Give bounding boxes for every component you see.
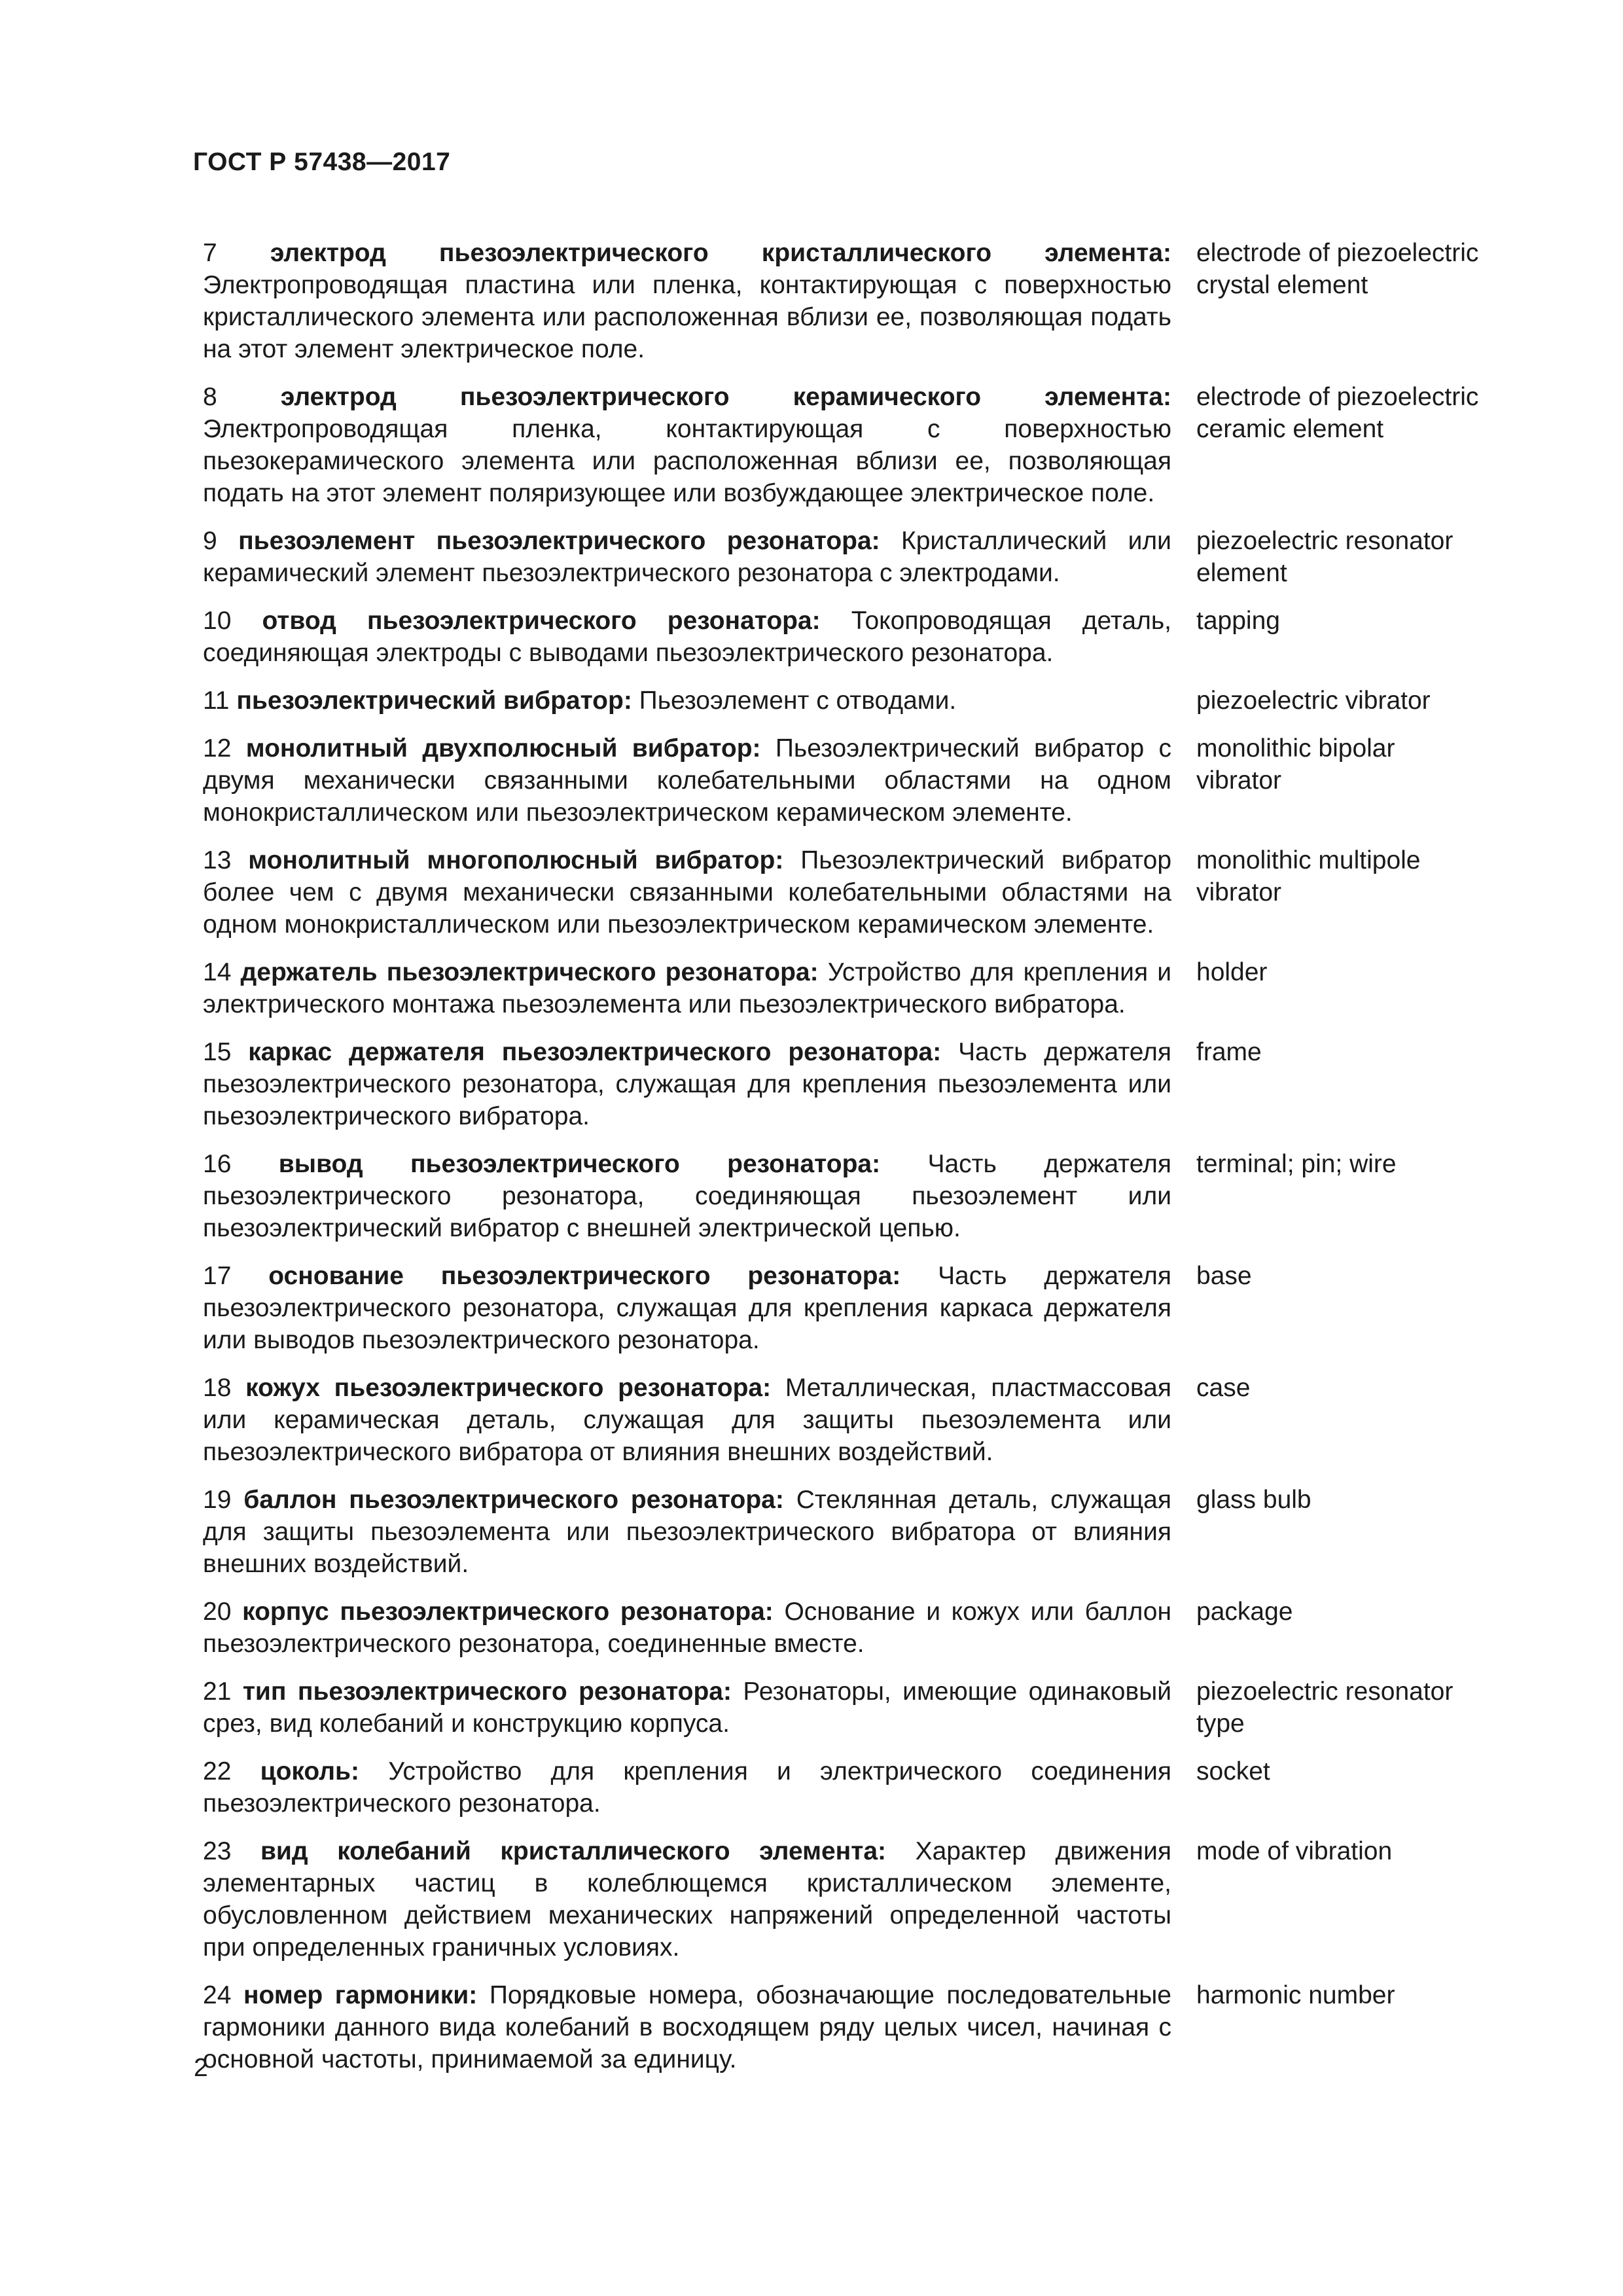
term-name: электрод пьезоэлектрического кристаллического элемента: <box>270 239 1171 267</box>
term-entry-15 <box>203 1036 1479 1132</box>
term-definition: Часть держателя пьезоэлектрического резонатора, соединяющая пьезоэлемент или пьезоэлектрический вибратор с внешней электрической цепью. <box>203 1150 1171 1242</box>
term-definition-block <box>203 1372 1194 1468</box>
term-number: 13 <box>203 846 232 874</box>
term-definition-block <box>203 1260 1194 1356</box>
term-definition-block <box>203 685 1194 717</box>
term-english: holder <box>1196 958 1268 986</box>
term-definition: Часть держателя пьезоэлектрического резонатора, служащая для крепления каркаса держателя или выводов пьезоэлектрического резонатора. <box>203 1262 1171 1354</box>
term-number: 18 <box>203 1374 232 1402</box>
term-number: 21 <box>203 1677 232 1706</box>
term-number: 15 <box>203 1038 232 1066</box>
term-name: вид колебаний кристаллического элемента: <box>260 1837 886 1865</box>
term-definition-block <box>203 844 1194 941</box>
document-code-header: ГОСТ Р 57438—2017 <box>193 148 451 176</box>
term-definition-block <box>203 1755 1194 1820</box>
term-name: пьезоэлемент пьезоэлектрического резонатора: <box>238 527 880 555</box>
term-name: отвод пьезоэлектрического резонатора: <box>262 607 821 635</box>
term-english: socket <box>1196 1757 1270 1785</box>
term-definition: Электропроводящая пленка, контактирующая с поверхностью пьезокерамического элемента или расположенная вблизи ее, позволяющая подать на этот элемент поляризующее или возбуждающее электрическое поле. <box>203 415 1171 507</box>
term-english: electrode of piezoelectric crystal element <box>1196 239 1479 299</box>
term-english: case <box>1196 1374 1251 1402</box>
term-english: piezoelectric resonator type <box>1196 1677 1454 1738</box>
term-entry-23 <box>203 1835 1479 1964</box>
term-english: glass bulb <box>1196 1486 1311 1514</box>
term-number: 16 <box>203 1150 232 1178</box>
term-name: номер гармоники: <box>243 1981 478 2009</box>
term-definition: Характер движения элементарных частиц в колеблющемся кристаллическом элементе, обусловленном действием механических напряжений определенной частоты при определенных граничных условиях. <box>203 1837 1171 1962</box>
term-definition-block <box>203 1596 1194 1660</box>
term-english: electrode of piezoelectric ceramic element <box>1196 383 1479 443</box>
term-english: base <box>1196 1262 1252 1290</box>
term-definition-block <box>203 1484 1194 1580</box>
term-entry-17 <box>203 1260 1479 1356</box>
term-number: 17 <box>203 1262 232 1290</box>
term-english: monolithic bipolar vibrator <box>1196 734 1395 795</box>
term-english: piezoelectric resonator element <box>1196 527 1454 587</box>
term-definition: Пьезоэлектрический вибратор более чем с двумя механически связанными колебательными областями на одном монокристаллическом или пьезоэлектрическом керамическом элементе. <box>203 846 1172 939</box>
term-english: harmonic number <box>1196 1981 1395 2009</box>
term-name: основание пьезоэлектрического резонатора: <box>268 1262 901 1290</box>
term-name: электрод пьезоэлектрического керамического элемента: <box>280 383 1171 411</box>
term-definition: Устройство для крепления и электрического соединения пьезоэлектрического резонатора. <box>203 1757 1172 1818</box>
term-name: кожух пьезоэлектрического резонатора: <box>245 1374 772 1402</box>
term-number: 11 <box>203 687 230 715</box>
term-number: 19 <box>203 1486 232 1514</box>
term-entry-18 <box>203 1372 1479 1468</box>
term-number: 7 <box>203 239 217 267</box>
term-number: 23 <box>203 1837 232 1865</box>
term-number: 9 <box>203 527 217 555</box>
term-english: piezoelectric vibrator <box>1196 687 1431 715</box>
term-english: mode of vibration <box>1196 1837 1393 1865</box>
term-entry-14 <box>203 956 1479 1020</box>
term-name: корпус пьезоэлектрического резонатора: <box>242 1598 774 1626</box>
term-definition-block <box>203 1835 1194 1964</box>
term-definition-block <box>203 381 1194 509</box>
term-entry-8 <box>203 381 1479 509</box>
term-definition-block <box>203 525 1194 589</box>
term-definition: Устройство для крепления и электрического монтажа пьезоэлемента или пьезоэлектрического вибратора. <box>203 958 1172 1018</box>
term-english: frame <box>1196 1038 1262 1066</box>
term-english: terminal; pin; wire <box>1196 1150 1397 1178</box>
term-entry-10 <box>203 605 1479 669</box>
term-definition: Порядковые номера, обозначающие последовательные гармоники данного вида колебаний в восходящем ряду целых чисел, начиная с основной частоты, принимаемой за единицу. <box>203 1981 1171 2073</box>
term-definition-block <box>203 956 1194 1020</box>
term-entry-9 <box>203 525 1479 589</box>
term-entry-24 <box>203 1979 1479 2075</box>
term-definition-block <box>203 1979 1194 2075</box>
terms-list <box>203 237 1479 2091</box>
term-name: тип пьезоэлектрического резонатора: <box>242 1677 732 1706</box>
term-definition-block <box>203 1036 1194 1132</box>
term-definition: Пьезоэлектрический вибратор с двумя механически связанными колебательными областями на одном монокристаллическом или пьезоэлектрическом керамическом элементе. <box>203 734 1172 827</box>
term-entry-11 <box>203 685 1479 717</box>
term-name: каркас держателя пьезоэлектрического резонатора: <box>248 1038 942 1066</box>
term-definition: Резонаторы, имеющие одинаковый срез, вид колебаний и конструкцию корпуса. <box>203 1677 1172 1738</box>
term-name: монолитный двухполюсный вибратор: <box>245 734 761 762</box>
term-definition-block <box>203 1676 1194 1740</box>
term-english: monolithic multipole vibrator <box>1196 846 1421 906</box>
term-name: цоколь: <box>260 1757 360 1785</box>
term-number: 20 <box>203 1598 232 1626</box>
term-english: package <box>1196 1598 1293 1626</box>
term-entry-19 <box>203 1484 1479 1580</box>
term-definition-block <box>203 732 1194 829</box>
term-number: 8 <box>203 383 217 411</box>
term-number: 14 <box>203 958 232 986</box>
term-name: баллон пьезоэлектрического резонатора: <box>243 1486 784 1514</box>
term-number: 10 <box>203 607 232 635</box>
term-definition-block <box>203 605 1194 669</box>
term-definition: Электропроводящая пластина или пленка, контактирующая с поверхностью кристаллического элемента или расположенная вблизи ее, позволяющая подать на этот элемент электрическое поле. <box>203 271 1171 363</box>
term-definition-block <box>203 1148 1194 1244</box>
term-entry-22 <box>203 1755 1479 1820</box>
term-entry-20 <box>203 1596 1479 1660</box>
term-definition: Пьезоэлемент с отводами. <box>639 687 957 715</box>
term-name: пьезоэлектрический вибратор: <box>236 687 632 715</box>
term-definition: Часть держателя пьезоэлектрического резонатора, служащая для крепления пьезоэлемента или пьезоэлектрического вибратора. <box>203 1038 1172 1130</box>
term-definition: Металлическая, пластмассовая или керамическая деталь, служащая для защиты пьезоэлемента или пьезоэлектрического вибратора от влияния внешних воздействий. <box>203 1374 1171 1466</box>
term-name: монолитный многополюсный вибратор: <box>248 846 784 874</box>
term-definition: Токопроводящая деталь, соединяющая электроды с выводами пьезоэлектрического резонатора. <box>203 607 1171 667</box>
term-entry-12 <box>203 732 1479 829</box>
term-number: 24 <box>203 1981 232 2009</box>
term-definition: Основание и кожух или баллон пьезоэлектрического резонатора, соединенные вместе. <box>203 1598 1171 1658</box>
term-english: tapping <box>1196 607 1280 635</box>
term-entry-13 <box>203 844 1479 941</box>
term-definition-block <box>203 237 1194 365</box>
term-name: держатель пьезоэлектрического резонатора: <box>240 958 819 986</box>
term-entry-21 <box>203 1676 1479 1740</box>
term-name: вывод пьезоэлектрического резонатора: <box>278 1150 881 1178</box>
page-number: 2 <box>194 2054 208 2082</box>
term-entry-16 <box>203 1148 1479 1244</box>
term-entry-7 <box>203 237 1479 365</box>
term-definition: Кристаллический или керамический элемент пьезоэлектрического резонатора с электродами. <box>203 527 1171 587</box>
term-number: 12 <box>203 734 232 762</box>
term-number: 22 <box>203 1757 232 1785</box>
term-definition: Стеклянная деталь, служащая для защиты пьезоэлемента или пьезоэлектрического вибратора от влияния внешних воздействий. <box>203 1486 1171 1578</box>
